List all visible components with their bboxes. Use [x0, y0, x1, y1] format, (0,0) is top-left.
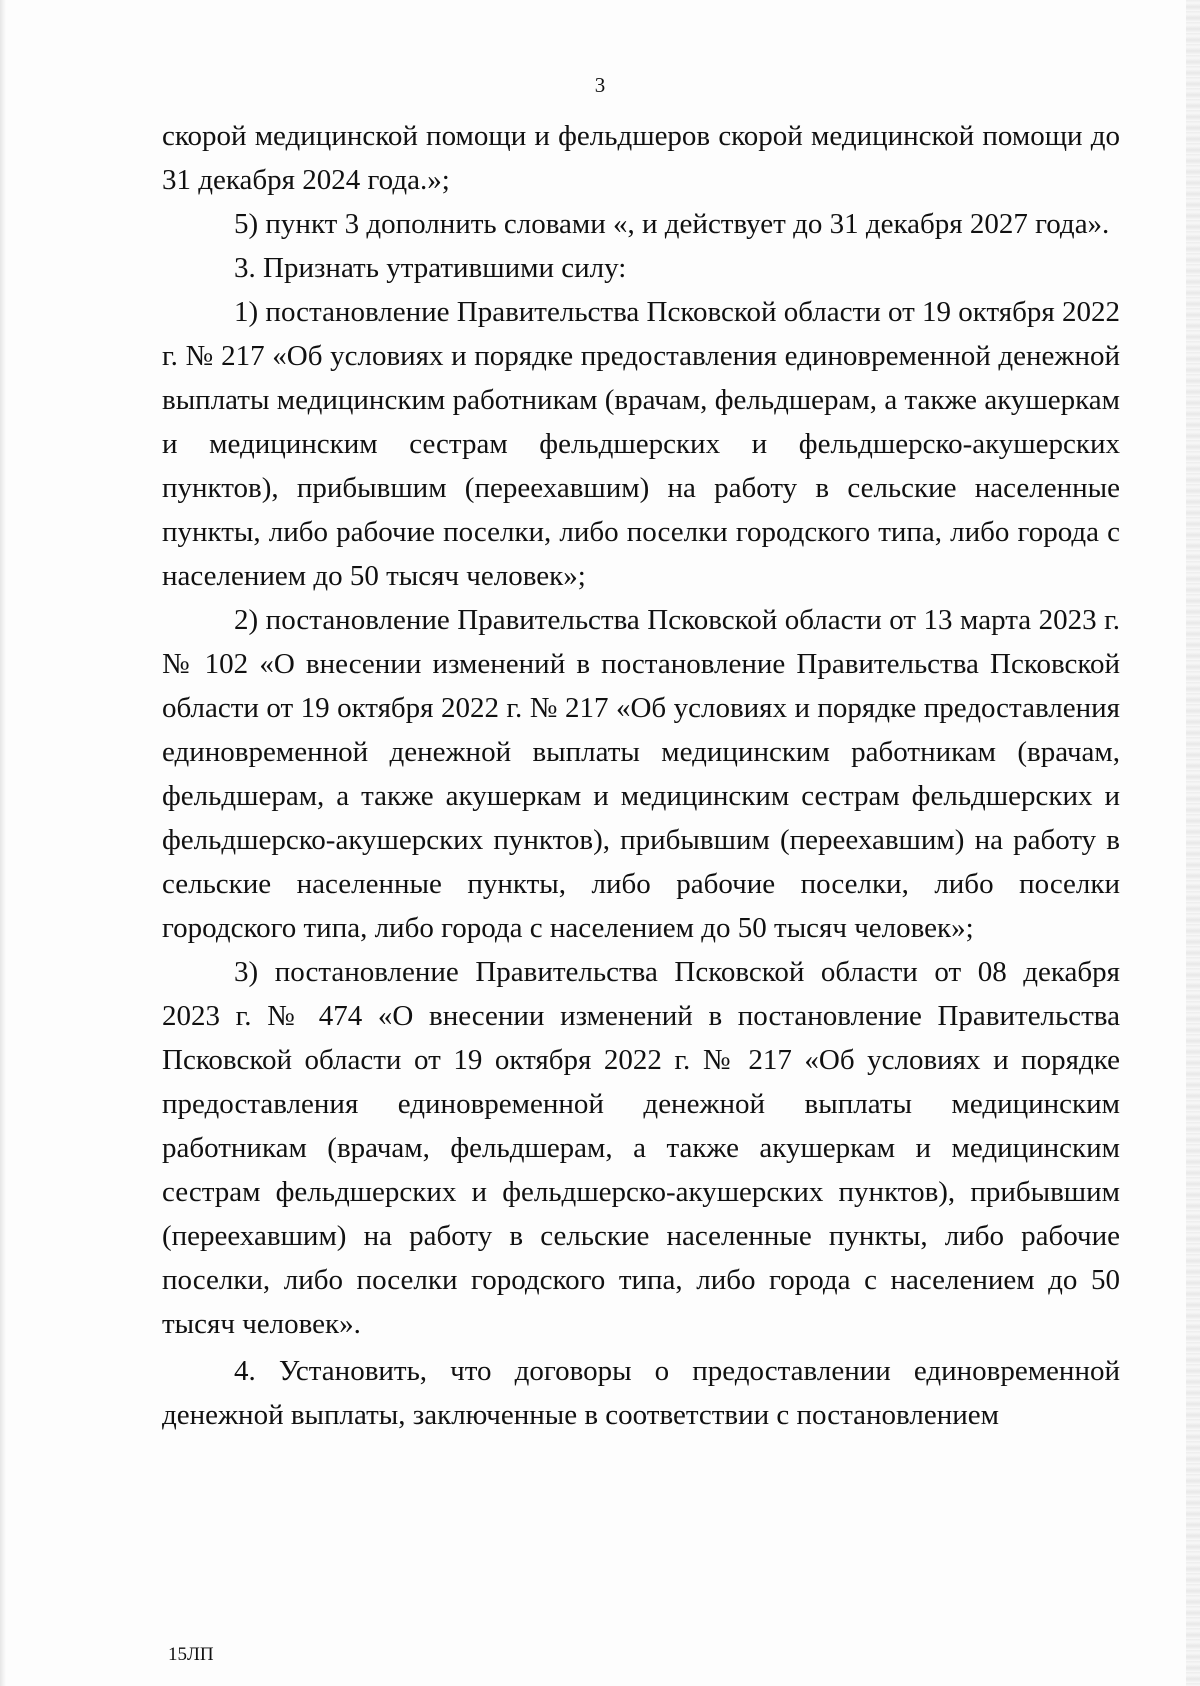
- paragraph-continuation: скорой медицинской помощи и фельдшеров скорой медицинской помощи до 31 декабря 2024 года.»;: [162, 120, 1120, 196]
- scan-edge-right: [1186, 0, 1200, 1686]
- paragraph-section-3-item-3: 3) постановление Правительства Псковской области от 08 декабря 2023 г. № 474 «О внесении изменений в постановление Правительства Псковской области от 19 октября 2022 г. № 217 «Об условиях и порядке предоставления единовременной денежной выплаты медицинским работникам (врачам, фельдшерам, а также акушеркам и медицинским сестрам фельдшерских и фельдшерско-акушерских пунктов), прибывшим (переехавшим) на работу в сельские населенные пункты, либо рабочие поселки, либо поселки городского типа, либо города с населением до 50 тысяч человек».: [162, 956, 1120, 1340]
- paragraph-section-3-item-1: 1) постановление Правительства Псковской области от 19 октября 2022 г. № 217 «Об условиях и порядке предоставления единовременной денежной выплаты медицинским работникам (врачам, фельдшерам, а также акушеркам и медицинским сестрам фельдшерских и фельдшерско-акушерских пунктов), прибывшим (переехавшим) на работу в сельские населенные пункты, либо рабочие поселки, либо поселки городского типа, либо города с населением до 50 тысяч человек»;: [162, 296, 1120, 592]
- document-body: [162, 114, 1120, 1437]
- footer-document-code: 15ЛП: [168, 1644, 214, 1665]
- paragraph-section-3: 3. Признать утратившими силу:: [234, 252, 627, 284]
- paragraph-section-4: 4. Установить, что договоры о предоставлении единовременной денежной выплаты, заключенные в соответствии с постановлением: [162, 1355, 1120, 1431]
- scan-edge-left: [0, 0, 6, 1686]
- page-number: 3: [594, 73, 606, 97]
- paragraph-item-5: 5) пункт 3 дополнить словами «, и действует до 31 декабря 2027 года».: [234, 208, 1110, 240]
- paragraph-section-3-item-2: 2) постановление Правительства Псковской области от 13 марта 2023 г. № 102 «О внесении изменений в постановление Правительства Псковской области от 19 октября 2022 г. № 217 «Об условиях и порядке предоставления единовременной денежной выплаты медицинским работникам (врачам, фельдшерам, а также акушеркам и медицинским сестрам фельдшерских и фельдшерско-акушерских пунктов), прибывшим (переехавшим) на работу в сельские населенные пункты, либо рабочие поселки, либо поселки городского типа, либо города с населением до 50 тысяч человек»;: [162, 604, 1120, 944]
